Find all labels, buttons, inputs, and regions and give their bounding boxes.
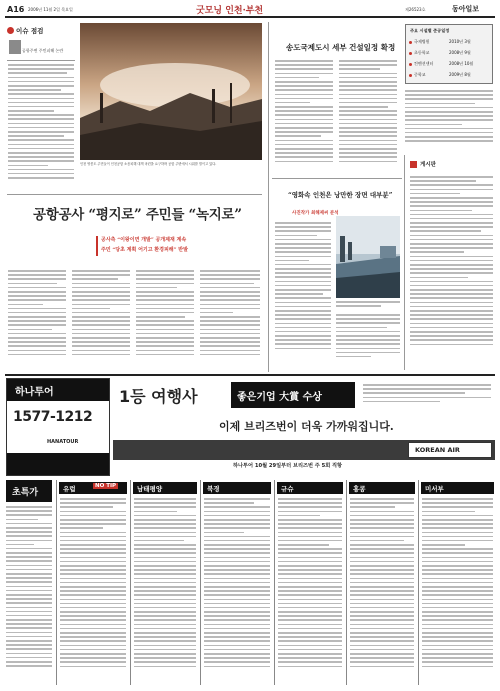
schedule-value: 2009년 8월 xyxy=(449,72,471,77)
main-body-col-4 xyxy=(200,270,260,368)
banner-award: 좋은기업 大賞 수상 xyxy=(231,382,355,408)
main-subhead-2: 주민 “당초 계획 어기고 환경피해” 반발 xyxy=(101,247,188,253)
interview-subhead: 사진작가 최해제씨 분석 xyxy=(292,211,339,216)
photo-caption: 인천 영종도 주민들이 인천공항 소음피해 대책 마련을 요구하며 공항 주변에서 시위를 벌이고 있다. xyxy=(80,162,217,166)
main-body-col-3 xyxy=(136,270,194,368)
issue-kicker-dot xyxy=(7,27,14,34)
bulletin-title: 게시판 xyxy=(420,162,436,168)
schedule-label: 중학교 xyxy=(414,72,426,77)
section-logo: 굿모닝 인천·부천 xyxy=(196,6,264,16)
hanatour-brand: 하나투어 xyxy=(7,379,110,401)
interview-photo-graphic xyxy=(336,216,400,298)
right-section-rule xyxy=(272,178,402,179)
main-photo xyxy=(80,23,262,160)
travel-section-us-west xyxy=(418,480,495,685)
schedule-box xyxy=(405,24,493,84)
travel-listing-lines xyxy=(60,498,126,682)
right-article-body-3 xyxy=(405,90,493,150)
right-article-headline: 송도국제도시 세부 건설일정 확정 xyxy=(286,43,396,52)
travel-listing-lines xyxy=(204,498,270,682)
issue-byline: 공항주변 주민피해 논란 xyxy=(22,48,64,53)
banner-fineprint xyxy=(363,384,491,412)
interview-body-2 xyxy=(336,314,400,364)
travel-section-kyushu xyxy=(274,480,344,685)
main-headline: 공항공사 “평지로” 주민들 “녹지로” xyxy=(33,207,242,223)
main-subhead-1: 공사측 “이왕이면 개발” 공개제재 계속 xyxy=(101,237,187,243)
headline-top-rule xyxy=(7,194,262,195)
banner-airline-logo xyxy=(408,442,492,458)
travel-listing-lines xyxy=(350,498,414,682)
bulletin-divider xyxy=(404,155,405,370)
travel-corner: 초특가 xyxy=(6,480,52,502)
schedule-row xyxy=(409,71,489,81)
schedule-row xyxy=(409,60,489,70)
issue-body-text xyxy=(8,64,74,190)
banner-slogan: 이제 브리즈번이 더욱 가까워집니다. xyxy=(219,420,394,433)
schedule-label: 컨벤션센터 xyxy=(414,61,434,66)
banner-rank: 1등 여행사 xyxy=(119,387,198,406)
schedule-value: 2008년 10월 xyxy=(449,61,474,66)
travel-section-beijing xyxy=(200,480,272,685)
main-body-col-1 xyxy=(8,270,66,368)
travel-section-title: 홍콩 xyxy=(349,482,415,494)
hanatour-ad xyxy=(6,378,110,476)
travel-listing-lines xyxy=(134,498,196,682)
banner-ad xyxy=(113,378,495,476)
hanatour-site: HANATOUR xyxy=(47,439,79,445)
schedule-title: 주요 시설별 준공일정 xyxy=(410,28,450,33)
travel-listings xyxy=(6,480,495,685)
ad-section-rule xyxy=(5,374,495,376)
travel-section-title: 규슈 xyxy=(277,482,343,494)
schedule-label: 초등학교 xyxy=(414,50,430,55)
travel-listing-lines xyxy=(422,498,493,682)
right-article-body-1 xyxy=(275,60,333,175)
banner-airline: KOREAN AIR xyxy=(415,446,460,454)
schedule-row xyxy=(409,38,489,48)
page-date: 2006년 11월 2일 목요일 xyxy=(28,7,73,12)
interview-body-1 xyxy=(275,222,331,364)
column-divider xyxy=(268,22,269,372)
travel-section-title: 남태평양 xyxy=(133,482,197,494)
travel-section-south-pacific xyxy=(130,480,198,685)
schedule-bullet xyxy=(409,52,412,55)
interview-caption xyxy=(336,301,400,309)
bulletin-body xyxy=(410,176,493,366)
bulletin-header xyxy=(410,160,493,170)
schedule-bullet xyxy=(409,63,412,66)
interview-photo xyxy=(336,216,400,298)
no-tip-badge: NO TIP xyxy=(95,483,117,489)
paper-name: 동아일보 xyxy=(452,4,480,13)
page-number: A16 xyxy=(7,5,25,14)
main-photo-graphic xyxy=(80,23,262,160)
travel-listing-col-0 xyxy=(6,506,52,682)
schedule-value: 2010년 3월 xyxy=(449,39,471,44)
hanatour-strip xyxy=(7,453,110,476)
travel-listing-lines xyxy=(278,498,342,682)
bulletin-icon xyxy=(410,161,417,168)
travel-section-title: 유럽 xyxy=(59,482,127,494)
issue-divider xyxy=(7,60,75,61)
schedule-bullet xyxy=(409,74,412,77)
travel-section-hongkong xyxy=(346,480,416,685)
issue-kicker-box xyxy=(7,26,71,38)
right-article-body-2 xyxy=(339,60,397,175)
travel-section-title: 북경 xyxy=(203,482,271,494)
issue-author-mug xyxy=(9,40,21,54)
travel-section-title: 미서부 xyxy=(421,482,494,494)
schedule-value: 2008년 9월 xyxy=(449,50,471,55)
travel-section-europe xyxy=(56,480,128,685)
subhead-bar xyxy=(96,236,98,256)
hanatour-phone: 1577-1212 xyxy=(13,409,93,425)
schedule-label: 국제병원 xyxy=(414,39,430,44)
masthead-rule xyxy=(5,16,495,18)
issue-number: 제26523호 xyxy=(405,7,426,12)
main-body-col-2 xyxy=(72,270,130,368)
schedule-row xyxy=(409,49,489,59)
issue-kicker: 이슈 점검 xyxy=(16,27,44,35)
banner-sub: 하나투어 10월 29일부터 브리즈번 주 5회 직항 xyxy=(233,463,343,469)
interview-headline: “영화속 인천은 낭만한 장면 대부분” xyxy=(288,191,393,199)
schedule-bullet xyxy=(409,41,412,44)
